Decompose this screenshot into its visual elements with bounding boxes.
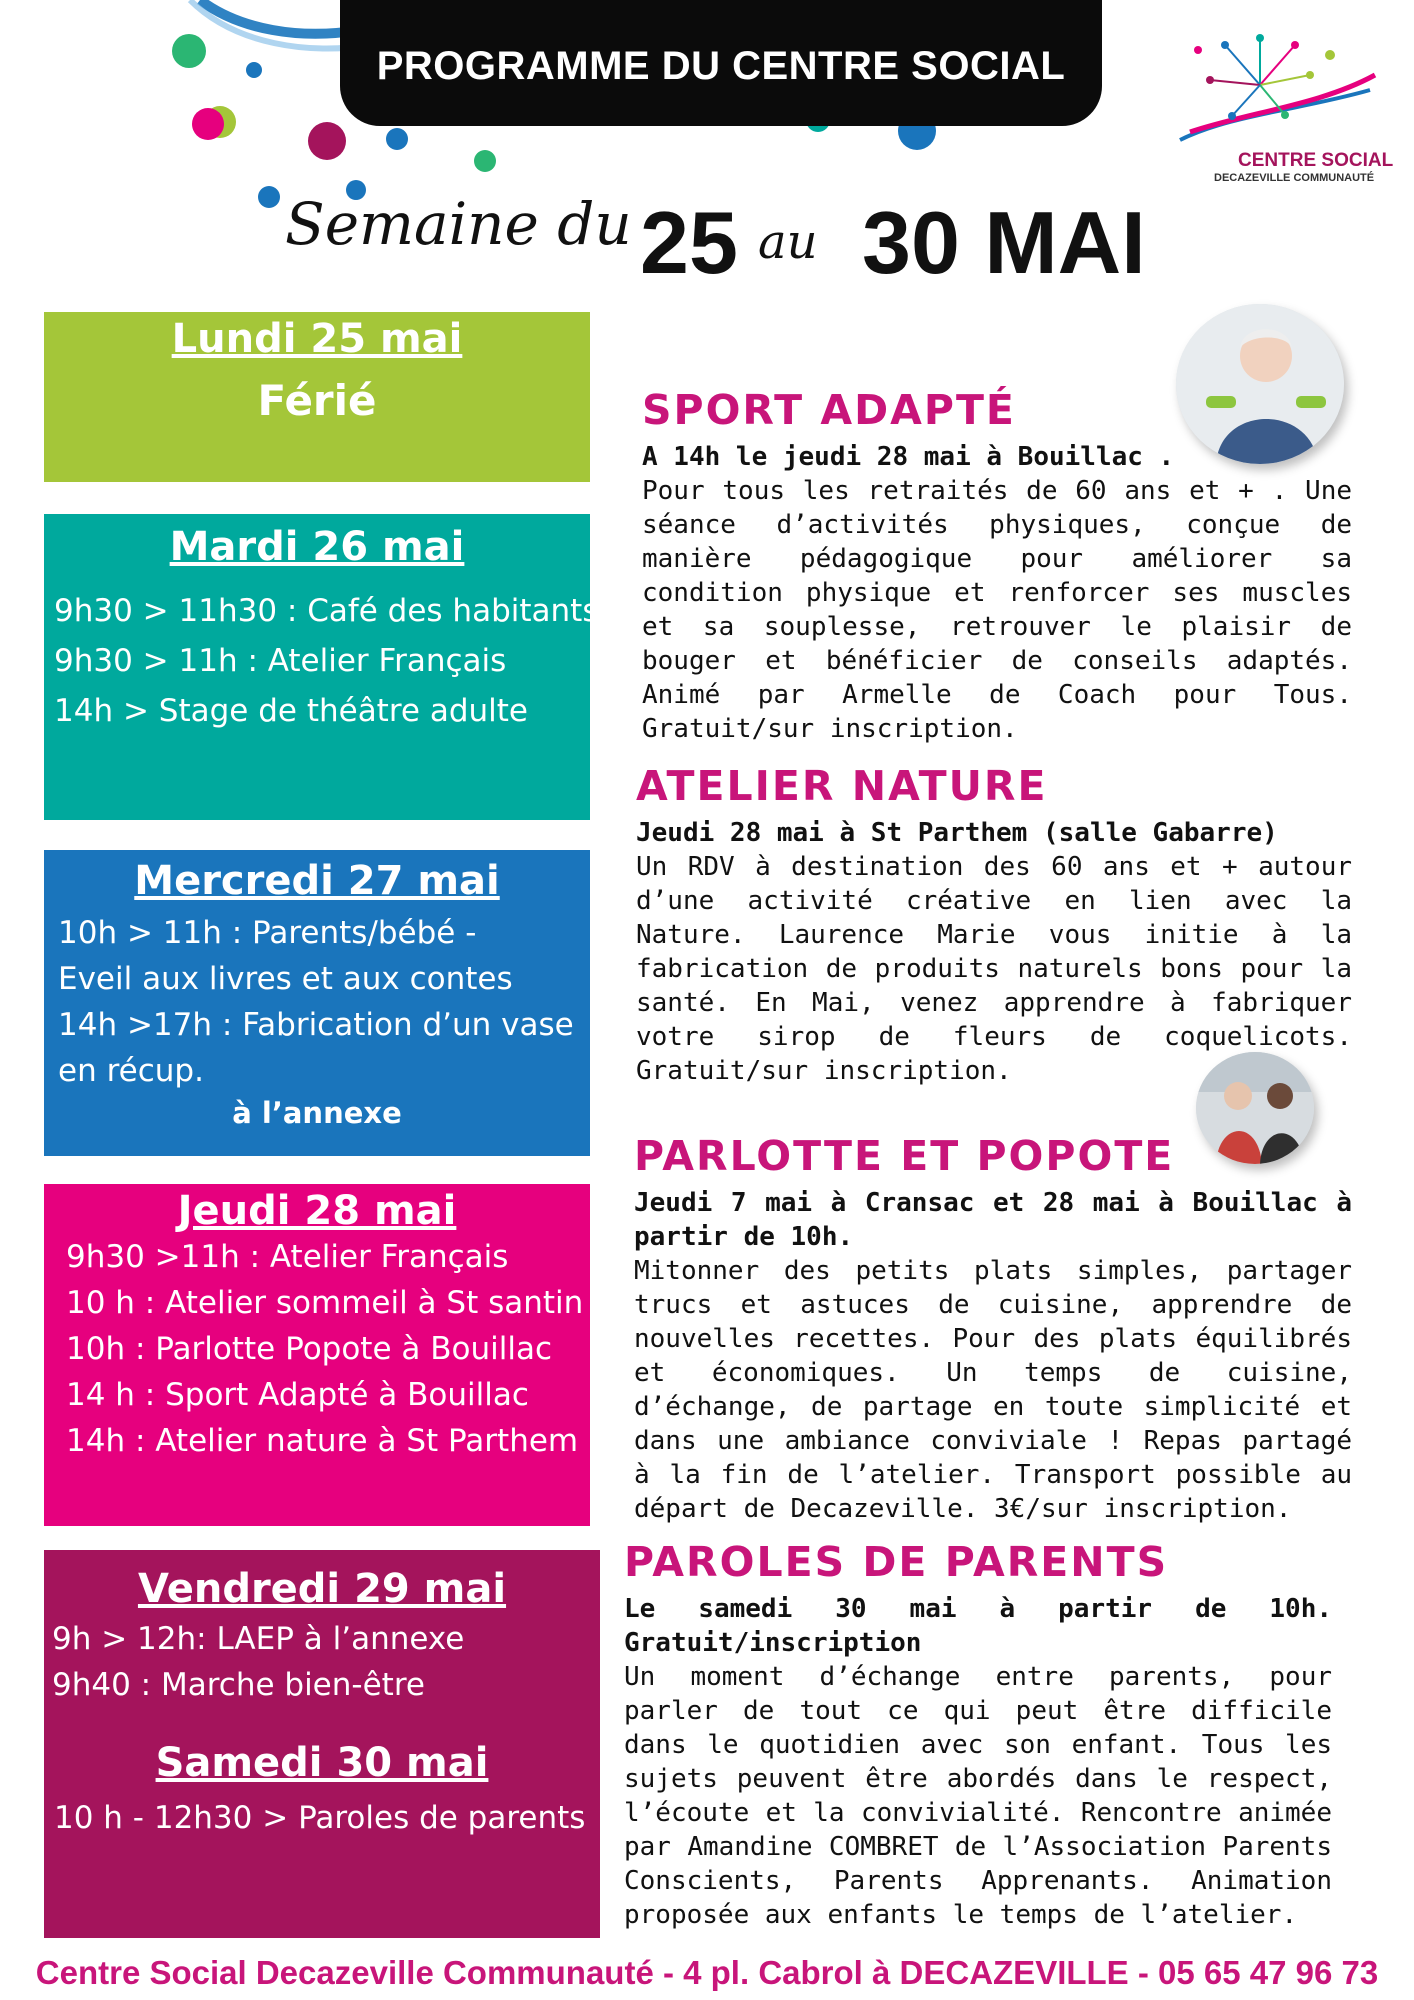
decorative-dot	[192, 108, 224, 140]
activity-title: ATELIER NATURE	[636, 762, 1048, 810]
activity-subtitle: Jeudi 28 mai à St Parthem (salle Gabarre)	[636, 818, 1278, 848]
day-card-tuesday	[44, 514, 599, 820]
day-line: 14h >17h : Fabrication d’un vase	[58, 1007, 574, 1043]
activity-description: Un moment d’échange entre parents, pour parler de tout ce qui peut être difficile dans le quotidien avec son enfant. Tous les sujets peuvent être abordés dans le respect, l’écoute et la convivialité. Rencontre animée par Amandine COMBRET de l’Association Parents Conscients, Parents Apprenants. Animation proposée aux enfants le temps de l’atelier.	[624, 1662, 1332, 1930]
day-line: 10h > 11h : Parents/bébé -	[58, 915, 477, 951]
day-line: Eveil aux livres et aux contes	[58, 961, 513, 997]
activity-title: PAROLES DE PARENTS	[624, 1538, 1169, 1586]
activity-description: Pour tous les retraités de 60 ans et + . Une séance d’activités physiques, conçue de manière pédagogique pour améliorer sa condition physique et renforcer ses muscles et sa souplesse, retrouver le plaisir de bouger et bénéficier de conseils adaptés. Animé par Armelle de Coach pour Tous. Gratuit/sur inscription.	[642, 476, 1352, 744]
activity-description: Un RDV à destination des 60 ans et + autour d’une activité créative en lien avec la Nature. Laurence Marie vous initie à la fabrication de produits naturels bons pour la santé. En Mai, venez apprendre à fabriquer votre sirop de fleurs de coquelicots. Gratuit/sur inscription.	[636, 852, 1352, 1086]
day-line: Férié	[257, 376, 377, 425]
activity-subtitle: Jeudi 7 mai à Cransac et 28 mai à Bouillac à partir de 10h.	[634, 1188, 1352, 1252]
day-card-thursday	[44, 1184, 590, 1526]
activity-description: Mitonner des petits plats simples, partager trucs et astuces de cuisine, apprendre de nouvelles recettes. Pour des plats équilibrés et économiques. Un temps de cuisine, d’échange, de partage en toute simplicité et dans une ambiance conviviale ! Repas partagé à la fin de l’atelier. Transport possible au départ de Decazeville. 3€/sur inscription.	[634, 1256, 1352, 1524]
decorative-dot	[474, 150, 496, 172]
day-line: 9h30 > 11h : Atelier Français	[54, 643, 507, 679]
day-line: 10h : Parlotte Popote à Bouillac	[66, 1331, 552, 1367]
day-card-wednesday	[44, 850, 590, 1156]
day-location-note: à l’annexe	[232, 1096, 402, 1130]
day-card-monday	[44, 312, 590, 482]
day-line: 9h30 > 11h30 : Café des habitants	[54, 593, 599, 629]
logo-burst-icon	[1170, 20, 1390, 150]
day-title: Mercredi 27 mai	[134, 858, 500, 904]
day-line: 14 h : Sport Adapté à Bouillac	[66, 1377, 529, 1413]
decorative-dot	[308, 122, 346, 160]
week-end: 30 MAI	[862, 193, 1146, 292]
decorative-dot	[386, 128, 408, 150]
day-line: 10 h - 12h30 > Paroles de parents	[54, 1800, 586, 1836]
day-line: 9h30 >11h : Atelier Français	[66, 1239, 509, 1275]
day-title: Lundi 25 mai	[171, 316, 463, 362]
activity-title: PARLOTTE ET POPOTE	[634, 1132, 1175, 1180]
activity-title: SPORT ADAPTÉ	[642, 386, 1016, 434]
logo-subtext: DECAZEVILLE COMMUNAUTÉ	[1214, 172, 1375, 184]
activity-subtitle: A 14h le jeudi 28 mai à Bouillac .	[642, 442, 1175, 472]
day-line: 9h40 : Marche bien-être	[52, 1667, 425, 1703]
day-title: Mardi 26 mai	[169, 524, 465, 570]
week-connector: au	[758, 214, 818, 270]
day-title: Vendredi 29 mai	[137, 1566, 507, 1612]
footer-contact: Centre Social Decazeville Communauté - 4 pl. Cabrol à DECAZEVILLE - 05 65 47 96 73	[35, 1954, 1379, 1991]
page-title: PROGRAMME DU CENTRE SOCIAL	[340, 0, 1102, 126]
activity-subtitle: Le samedi 30 mai à partir de 10h. Gratuit/inscription	[624, 1594, 1332, 1658]
day-line: 14h : Atelier nature à St Parthem	[66, 1423, 579, 1459]
decorative-dot	[246, 62, 262, 78]
decorative-dot	[172, 34, 206, 68]
logo-text: CENTRE SOCIAL	[1238, 150, 1394, 171]
day-card-friday-saturday	[44, 1550, 600, 1938]
decorative-dot	[258, 186, 280, 208]
week-start: 25	[640, 193, 738, 292]
day-line: 9h > 12h: LAEP à l’annexe	[52, 1621, 465, 1657]
day-title: Jeudi 28 mai	[177, 1188, 457, 1234]
day-line: 10 h : Atelier sommeil à St santin	[66, 1285, 584, 1321]
week-prefix: Semaine du	[285, 190, 632, 258]
day-line: en récup.	[58, 1053, 204, 1089]
day-line: 14h > Stage de théâtre adulte	[54, 693, 528, 729]
day-title: Samedi 30 mai	[155, 1740, 489, 1786]
